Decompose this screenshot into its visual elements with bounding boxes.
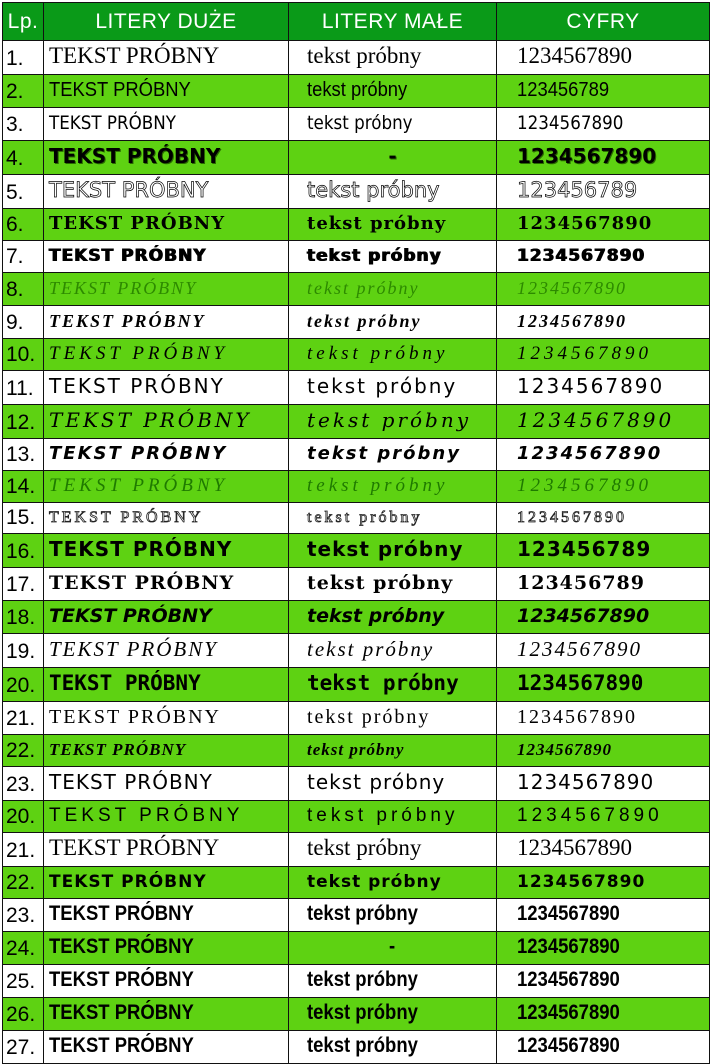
table-row — [3, 273, 710, 306]
row-number-cell — [3, 801, 44, 833]
row-number-cell — [3, 634, 44, 668]
uppercase-sample-cell — [44, 702, 289, 735]
lowercase-sample-cell — [289, 601, 497, 634]
row-number-cell — [3, 41, 44, 75]
table-row — [3, 471, 710, 503]
uppercase-sample-cell — [44, 568, 289, 601]
row-number-cell — [3, 735, 44, 767]
digits-sample-cell — [497, 965, 710, 998]
row-number-cell — [3, 175, 44, 209]
lowercase-sample: tekst próbny — [307, 1001, 418, 1025]
digits-sample: 1234567890 — [517, 805, 663, 827]
lowercase-sample: tekst próbny — [307, 475, 449, 496]
uppercase-sample: TEKST PRÓBNY — [49, 902, 194, 926]
digits-sample: 1234567890 — [517, 935, 620, 959]
digits-sample: 123456789 — [517, 572, 645, 595]
digits-sample-cell — [497, 668, 710, 702]
uppercase-sample-cell — [44, 899, 289, 932]
lowercase-sample: tekst próbny — [307, 112, 413, 134]
header-row — [3, 3, 710, 41]
lowercase-sample: tekst próbny — [307, 605, 445, 628]
digits-sample-cell — [497, 998, 710, 1031]
uppercase-sample: TEKST PRÓBNY — [49, 1034, 194, 1058]
uppercase-sample: TEKST PRÓBNY — [49, 968, 194, 992]
uppercase-sample-cell — [44, 867, 289, 899]
lowercase-sample: tekst próbny — [307, 43, 422, 68]
uppercase-sample-cell — [44, 175, 289, 209]
table-row — [3, 767, 710, 801]
digits-sample: 1234567890 — [517, 605, 650, 628]
uppercase-sample-cell — [44, 601, 289, 634]
uppercase-sample-cell — [44, 209, 289, 241]
row-number-cell — [3, 767, 44, 801]
table-row — [3, 932, 710, 965]
table-row — [3, 339, 710, 371]
row-number-cell — [3, 503, 44, 534]
lowercase-sample-cell — [289, 1031, 497, 1064]
lowercase-sample-cell — [289, 965, 497, 998]
row-number-cell — [3, 439, 44, 471]
uppercase-sample: TEKST PRÓBNY — [49, 112, 176, 134]
uppercase-sample-cell — [44, 108, 289, 141]
header-lower-case: LITERY MAŁE — [289, 3, 497, 41]
digits-sample: 1234567890 — [517, 343, 652, 364]
table-row — [3, 998, 710, 1031]
table-row — [3, 534, 710, 568]
row-number: 8. — [6, 278, 24, 301]
row-number: 10. — [6, 343, 36, 366]
table-row — [3, 41, 710, 75]
digits-sample-cell — [497, 735, 710, 767]
lowercase-sample-cell — [289, 702, 497, 735]
digits-sample: 1234567890 — [517, 246, 646, 266]
lowercase-sample-cell — [289, 175, 497, 209]
uppercase-sample: TEKST PRÓBNY — [49, 311, 206, 331]
table-row — [3, 965, 710, 998]
uppercase-sample-cell — [44, 503, 289, 534]
uppercase-sample: TEKST PRÓBNY — [49, 443, 228, 464]
uppercase-sample: TEKST PRÓBNY — [49, 835, 220, 861]
lowercase-sample-cell — [289, 41, 497, 75]
lowercase-sample-cell — [289, 534, 497, 568]
digits-sample-cell — [497, 241, 710, 273]
digits-sample-cell — [497, 867, 710, 899]
row-number: 27. — [6, 1036, 36, 1060]
row-number: 1. — [6, 47, 24, 70]
digits-sample: 1234567890 — [517, 1001, 620, 1025]
lowercase-sample-cell — [289, 668, 497, 702]
lowercase-sample-cell — [289, 108, 497, 141]
row-number-cell — [3, 108, 44, 141]
digits-sample: 123456789 — [517, 79, 610, 101]
uppercase-sample: TEKST PRÓBNY — [49, 178, 209, 202]
table-row — [3, 833, 710, 867]
row-number-cell — [3, 534, 44, 568]
uppercase-sample: TEKST PRÓBNY — [49, 43, 220, 68]
row-number-cell — [3, 833, 44, 867]
lowercase-sample: tekst próbny — [307, 246, 442, 266]
digits-sample-cell — [497, 801, 710, 833]
lowercase-sample-cell — [289, 899, 497, 932]
digits-sample-cell — [497, 1031, 710, 1064]
uppercase-sample: TEKST PRÓBNY — [49, 605, 212, 628]
digits-sample: 1234567890 — [517, 902, 620, 926]
digits-sample-cell — [497, 339, 710, 371]
row-number: 22. — [6, 871, 36, 895]
lowercase-sample-cell — [289, 568, 497, 601]
digits-sample: 1234567890 — [517, 740, 612, 760]
lowercase-sample: - — [389, 935, 396, 959]
lowercase-sample: tekst próbny — [307, 213, 447, 234]
row-number: 2. — [6, 80, 24, 103]
row-number-cell — [3, 75, 44, 108]
lowercase-sample: - — [388, 144, 397, 168]
uppercase-sample-cell — [44, 932, 289, 965]
lowercase-sample-cell — [289, 634, 497, 668]
lowercase-sample: tekst próbny — [307, 311, 422, 331]
uppercase-sample-cell — [44, 339, 289, 371]
table-row — [3, 108, 710, 141]
digits-sample: 1234567890 — [517, 509, 627, 527]
uppercase-sample: TEKST PRÓBNY — [49, 144, 221, 168]
row-number: 9. — [6, 311, 24, 334]
uppercase-sample: TEKST PRÓBNY — [49, 706, 221, 729]
table-row — [3, 735, 710, 767]
lowercase-sample: tekst próbny — [307, 805, 459, 827]
digits-sample: 1234567890 — [517, 374, 665, 398]
table-row — [3, 306, 710, 339]
lowercase-sample-cell — [289, 998, 497, 1031]
row-number-cell — [3, 273, 44, 306]
row-number: 25. — [6, 970, 36, 994]
uppercase-sample: TEKST PRÓBNY — [49, 637, 218, 662]
uppercase-sample-cell — [44, 41, 289, 75]
lowercase-sample: tekst próbny — [307, 79, 408, 101]
table-row — [3, 175, 710, 209]
digits-sample: 1234567890 — [517, 706, 637, 729]
row-number: 16. — [6, 540, 36, 564]
digits-sample: 1234567890 — [517, 443, 663, 464]
lowercase-sample: tekst próbny — [307, 374, 458, 398]
row-number-cell — [3, 932, 44, 965]
lowercase-sample: tekst próbny — [307, 178, 440, 202]
row-number: 17. — [6, 573, 36, 597]
row-number-cell — [3, 241, 44, 273]
row-number: 14. — [6, 475, 36, 498]
table-row — [3, 702, 710, 735]
row-number: 21. — [6, 839, 36, 863]
uppercase-sample: TEKST PRÓBNY — [49, 343, 229, 364]
lowercase-sample: tekst próbny — [307, 740, 405, 760]
lowercase-sample-cell — [289, 371, 497, 405]
digits-sample: 1234567890 — [517, 43, 632, 68]
row-number-cell — [3, 965, 44, 998]
row-number-cell — [3, 601, 44, 634]
lowercase-sample-cell — [289, 439, 497, 471]
lowercase-sample-cell — [289, 471, 497, 503]
lowercase-sample-cell — [289, 932, 497, 965]
row-number-cell — [3, 471, 44, 503]
table-row — [3, 568, 710, 601]
table-row — [3, 209, 710, 241]
lowercase-sample: tekst próbny — [307, 835, 422, 861]
digits-sample-cell — [497, 601, 710, 634]
row-number: 20. — [6, 674, 36, 698]
lowercase-sample: tekst próbny — [307, 770, 446, 795]
lowercase-sample: tekst próbny — [307, 443, 461, 464]
uppercase-sample: TEKST PRÓBNY — [49, 872, 207, 893]
digits-sample: 123456789 — [517, 178, 638, 202]
uppercase-sample-cell — [44, 668, 289, 702]
uppercase-sample-cell — [44, 833, 289, 867]
header-upper-case: LITERY DUŻE — [44, 3, 289, 41]
uppercase-sample: TEKST PRÓBNY — [49, 671, 201, 696]
lowercase-sample-cell — [289, 735, 497, 767]
lowercase-sample-cell — [289, 339, 497, 371]
row-number: 23. — [6, 904, 36, 928]
uppercase-sample-cell — [44, 471, 289, 503]
row-number-cell — [3, 998, 44, 1031]
table-row — [3, 241, 710, 273]
digits-sample: 1234567890 — [517, 637, 642, 662]
table-body — [3, 41, 710, 1064]
digits-sample: 1234567890 — [517, 408, 675, 432]
digits-sample: 123456789 — [517, 537, 652, 562]
row-number: 23. — [6, 773, 36, 797]
lowercase-sample-cell — [289, 867, 497, 899]
row-number-cell — [3, 702, 44, 735]
lowercase-sample: tekst próbny — [307, 1034, 418, 1058]
digits-sample: 1234567890 — [517, 475, 652, 496]
row-number-cell — [3, 1031, 44, 1064]
table-row — [3, 634, 710, 668]
row-number: 5. — [6, 181, 24, 204]
digits-sample: 1234567890 — [517, 144, 657, 168]
table-row — [3, 141, 710, 175]
digits-sample-cell — [497, 209, 710, 241]
digits-sample-cell — [497, 41, 710, 75]
row-number-cell — [3, 568, 44, 601]
table-row — [3, 801, 710, 833]
uppercase-sample-cell — [44, 998, 289, 1031]
uppercase-sample: TEKST PRÓBNY — [49, 572, 235, 595]
uppercase-sample-cell — [44, 141, 289, 175]
row-number-cell — [3, 405, 44, 439]
digits-sample: 1234567890 — [517, 1034, 620, 1058]
row-number: 6. — [6, 213, 24, 236]
uppercase-sample: TEKST PRÓBNY — [49, 805, 244, 827]
lowercase-sample: tekst próbny — [307, 537, 464, 562]
lowercase-sample: tekst próbny — [307, 968, 418, 992]
uppercase-sample: TEKST PRÓBNY — [49, 740, 187, 760]
uppercase-sample: TEKST PRÓBNY — [49, 213, 226, 234]
lowercase-sample-cell — [289, 209, 497, 241]
table-row — [3, 371, 710, 405]
digits-sample: 1234567890 — [517, 835, 632, 861]
uppercase-sample-cell — [44, 767, 289, 801]
header-digits: CYFRY — [497, 3, 710, 41]
row-number-cell — [3, 668, 44, 702]
lowercase-sample-cell — [289, 273, 497, 306]
uppercase-sample: TEKST PRÓBNY — [49, 1001, 194, 1025]
row-number: 20. — [6, 805, 36, 829]
row-number: 21. — [6, 707, 36, 731]
lowercase-sample: tekst próbny — [307, 671, 459, 696]
uppercase-sample-cell — [44, 306, 289, 339]
row-number: 7. — [6, 245, 24, 268]
digits-sample-cell — [497, 503, 710, 534]
digits-sample-cell — [497, 833, 710, 867]
digits-sample-cell — [497, 405, 710, 439]
lowercase-sample-cell — [289, 503, 497, 534]
uppercase-sample-cell — [44, 1031, 289, 1064]
uppercase-sample: TEKST PRÓBNY — [49, 537, 233, 562]
row-number: 15. — [6, 506, 36, 530]
row-number-cell — [3, 306, 44, 339]
digits-sample-cell — [497, 75, 710, 108]
row-number: 22. — [6, 739, 36, 763]
lowercase-sample: tekst próbny — [307, 572, 454, 595]
uppercase-sample: TEKST PRÓBNY — [49, 509, 204, 527]
table-row — [3, 867, 710, 899]
row-number: 4. — [6, 147, 24, 170]
row-number-cell — [3, 371, 44, 405]
lowercase-sample: tekst próbny — [307, 872, 442, 893]
uppercase-sample: TEKST PRÓBNY — [49, 475, 229, 496]
digits-sample: 1234567890 — [517, 671, 644, 696]
uppercase-sample-cell — [44, 371, 289, 405]
digits-sample-cell — [497, 534, 710, 568]
digits-sample: 1234567890 — [517, 278, 627, 298]
digits-sample-cell — [497, 371, 710, 405]
row-number: 13. — [6, 443, 36, 466]
lowercase-sample-cell — [289, 801, 497, 833]
digits-sample-cell — [497, 175, 710, 209]
lowercase-sample-cell — [289, 75, 497, 108]
digits-sample: 1234567890 — [517, 213, 653, 234]
uppercase-sample-cell — [44, 405, 289, 439]
lowercase-sample-cell — [289, 241, 497, 273]
uppercase-sample: TEKST PRÓBNY — [49, 278, 198, 298]
row-number: 26. — [6, 1003, 36, 1027]
uppercase-sample: TEKST PRÓBNY — [49, 374, 225, 398]
digits-sample: 1234567890 — [517, 968, 620, 992]
digits-sample-cell — [497, 932, 710, 965]
table-row — [3, 1031, 710, 1064]
lowercase-sample: tekst próbny — [307, 706, 431, 729]
lowercase-sample: tekst próbny — [307, 509, 423, 527]
uppercase-sample-cell — [44, 965, 289, 998]
digits-sample-cell — [497, 899, 710, 932]
uppercase-sample-cell — [44, 439, 289, 471]
digits-sample-cell — [497, 767, 710, 801]
uppercase-sample-cell — [44, 241, 289, 273]
digits-sample-cell — [497, 471, 710, 503]
lowercase-sample-cell — [289, 767, 497, 801]
uppercase-sample-cell — [44, 534, 289, 568]
row-number: 11. — [6, 377, 34, 400]
header-lp: Lp. — [3, 3, 44, 41]
row-number-cell — [3, 209, 44, 241]
uppercase-sample: TEKST PRÓBNY — [49, 246, 207, 266]
table-row — [3, 601, 710, 634]
lowercase-sample: tekst próbny — [307, 637, 435, 662]
lowercase-sample: tekst próbny — [307, 278, 420, 298]
table-row — [3, 405, 710, 439]
lowercase-sample: tekst próbny — [307, 343, 449, 364]
row-number-cell — [3, 867, 44, 899]
uppercase-sample: TEKST PRÓBNY — [49, 408, 252, 432]
uppercase-sample-cell — [44, 801, 289, 833]
digits-sample: 1234567890 — [517, 770, 655, 795]
digits-sample: 1234567890 — [517, 112, 624, 134]
uppercase-sample-cell — [44, 735, 289, 767]
row-number: 19. — [6, 640, 36, 664]
table-header — [3, 3, 710, 41]
digits-sample: 1234567890 — [517, 872, 646, 893]
uppercase-sample: TEKST PRÓBNY — [49, 770, 213, 795]
row-number-cell — [3, 899, 44, 932]
digits-sample-cell — [497, 108, 710, 141]
row-number: 3. — [6, 113, 24, 136]
row-number: 12. — [6, 411, 36, 434]
lowercase-sample: tekst próbny — [307, 408, 472, 432]
lowercase-sample-cell — [289, 405, 497, 439]
uppercase-sample: TEKST PRÓBNY — [49, 935, 194, 959]
uppercase-sample-cell — [44, 634, 289, 668]
uppercase-sample: TEKST PRÓBNY — [49, 79, 191, 101]
table-row — [3, 503, 710, 534]
digits-sample-cell — [497, 141, 710, 175]
lowercase-sample-cell — [289, 833, 497, 867]
digits-sample-cell — [497, 634, 710, 668]
digits-sample-cell — [497, 702, 710, 735]
table-row — [3, 899, 710, 932]
table-row — [3, 75, 710, 108]
row-number: 24. — [6, 937, 36, 961]
digits-sample-cell — [497, 439, 710, 471]
row-number-cell — [3, 339, 44, 371]
lowercase-sample-cell — [289, 141, 497, 175]
table-row — [3, 668, 710, 702]
uppercase-sample-cell — [44, 273, 289, 306]
digits-sample-cell — [497, 273, 710, 306]
table-row — [3, 439, 710, 471]
uppercase-sample-cell — [44, 75, 289, 108]
digits-sample: 1234567890 — [517, 311, 627, 331]
lowercase-sample: tekst próbny — [307, 902, 418, 926]
row-number: 18. — [6, 606, 36, 630]
digits-sample-cell — [497, 568, 710, 601]
digits-sample-cell — [497, 306, 710, 339]
lowercase-sample-cell — [289, 306, 497, 339]
font-sample-table — [2, 2, 710, 1064]
row-number-cell — [3, 141, 44, 175]
